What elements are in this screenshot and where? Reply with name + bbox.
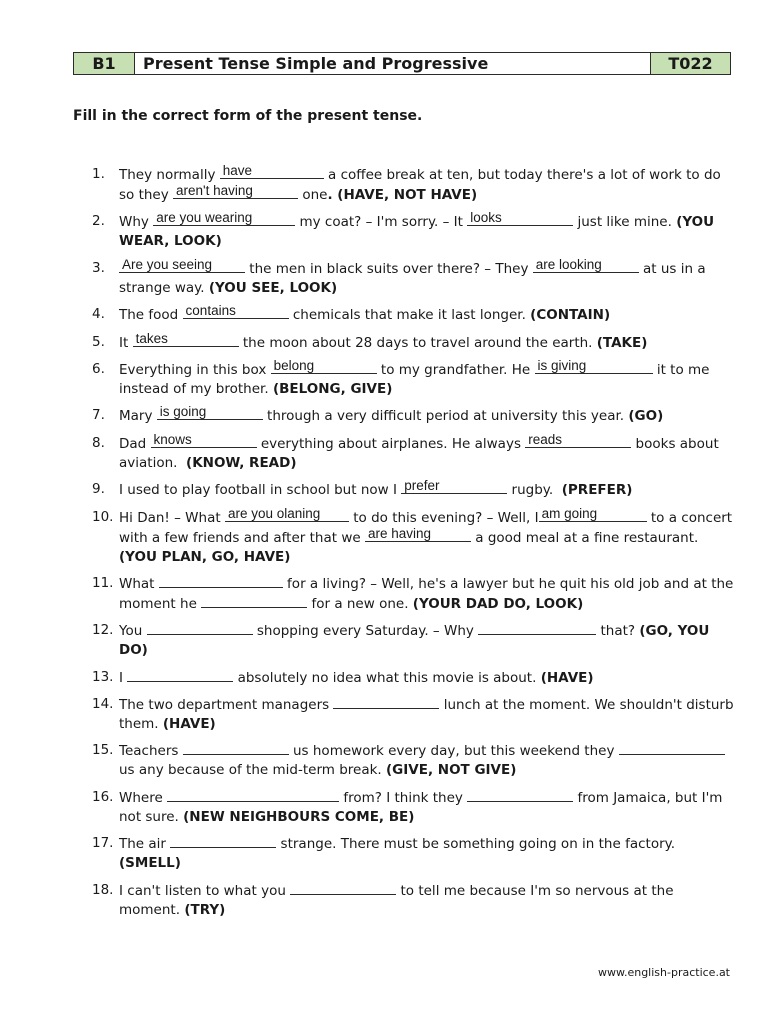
answer-blank[interactable] <box>173 185 298 199</box>
sentence-text: at us in a strange way. <box>119 260 710 296</box>
verb-hint: (GO, YOU DO) <box>119 623 715 659</box>
item-number: 15. <box>92 742 114 759</box>
verb-hint: (HAVE) <box>162 716 216 733</box>
exercise-item <box>92 256 734 298</box>
sentence-text: shopping every Saturday. – Why <box>252 623 479 640</box>
answer-text: belong <box>273 357 315 373</box>
item-number: 5. <box>92 333 105 350</box>
answer-text: are having <box>367 525 432 541</box>
sentence-text: Where <box>119 789 168 806</box>
answer-blank[interactable] <box>467 788 573 802</box>
verb-hint: (NEW NEIGHBOURS COME, BE) <box>183 808 415 825</box>
sentence-text: lunch at the moment. We shouldn't disturb them. <box>119 697 738 733</box>
answer-text: knows <box>153 431 192 447</box>
answer-text: reads <box>528 431 563 447</box>
answer-blank[interactable] <box>183 741 289 755</box>
sentence-text: for a living? – Well, he's a lawyer but he quit his old job and at the moment he <box>119 575 738 612</box>
item-number: 8. <box>92 434 105 451</box>
verb-hint: (YOU WEAR, LOOK) <box>119 214 719 250</box>
sentence-text: my coat? – I'm sorry. – It <box>295 214 468 231</box>
verb-hint: (KNOW, READ) <box>186 454 297 471</box>
item-number: 18. <box>92 881 114 898</box>
sentence-text: the moon about 28 days to travel around the earth. <box>238 334 597 351</box>
sentence-text: a good meal at a fine restaurant. <box>470 529 707 546</box>
verb-hint: (SMELL) <box>119 855 181 872</box>
exercise-item <box>92 480 734 500</box>
answer-blank[interactable] <box>619 741 725 755</box>
sentence-text: to do this evening? – Well, I <box>348 509 539 526</box>
exercise-item <box>92 406 734 426</box>
sentence-text: books about aviation. <box>119 435 724 471</box>
verb-hint: (HAVE) <box>540 669 594 686</box>
sentence-text: Teachers <box>119 743 183 760</box>
sentence-text: It <box>119 334 133 351</box>
exercise-item <box>92 431 734 473</box>
item-number: 7. <box>92 407 105 424</box>
answer-blank[interactable] <box>159 574 283 588</box>
answer-blank[interactable] <box>271 357 377 374</box>
sentence-text: rugby. <box>507 482 562 499</box>
answer-blank[interactable] <box>535 357 653 374</box>
verb-hint: (YOU SEE, LOOK) <box>208 279 338 296</box>
answer-blank[interactable] <box>525 431 631 448</box>
answer-blank[interactable] <box>157 406 263 420</box>
verb-hint: (BELONG, GIVE) <box>272 380 393 397</box>
answer-blank[interactable] <box>225 505 349 522</box>
sentence-text: I used to play football in school but now I <box>119 482 402 499</box>
verb-hint: (TAKE) <box>596 334 648 351</box>
sentence-text: it to me instead of my brother. <box>119 361 714 397</box>
exercise-item <box>92 834 734 873</box>
verb-hint: (CONTAIN) <box>530 307 611 324</box>
answer-text: are looking <box>535 256 602 272</box>
answer-text: are you olaning <box>227 505 321 521</box>
sentence-text: one <box>298 187 328 203</box>
verb-hint: (YOU PLAN, GO, HAVE) <box>119 548 291 565</box>
item-number: 4. <box>92 306 105 323</box>
answer-blank[interactable] <box>467 212 573 226</box>
sentence-text: The food <box>119 307 183 324</box>
level-cell: B1 <box>74 53 135 74</box>
answer-blank[interactable] <box>167 788 339 802</box>
sentence-text: through a very difficult period at university this year. <box>262 408 629 425</box>
exercise-item <box>92 505 737 567</box>
sentence-text: Mary <box>119 408 157 425</box>
exercise-item <box>92 741 734 780</box>
sentence-text: to a concert with a few friends and after that we <box>119 509 737 546</box>
sentence-text: chemicals that make it last longer. <box>288 307 531 324</box>
answer-text: prefer <box>404 478 440 494</box>
sentence-text: Why <box>119 214 154 231</box>
sentence-text: a coffee break at ten, but today there's a lot of work to do so they <box>119 167 726 203</box>
answer-text: contains <box>185 303 236 319</box>
verb-hint: (PREFER) <box>561 482 633 499</box>
answer-blank[interactable] <box>201 594 307 608</box>
sentence-text: What <box>119 575 159 592</box>
answer-blank[interactable] <box>119 256 245 273</box>
code-cell: T022 <box>650 53 730 74</box>
item-number: 9. <box>92 481 105 498</box>
exercise-item <box>92 574 738 614</box>
sentence-text: from? I think they <box>339 789 468 806</box>
answer-blank[interactable] <box>153 212 295 226</box>
answer-blank[interactable] <box>478 621 596 635</box>
answer-blank[interactable] <box>151 431 257 448</box>
verb-hint: (GO) <box>628 408 664 425</box>
verb-hint: . (HAVE, NOT HAVE) <box>327 187 478 203</box>
exercise-item <box>92 788 734 827</box>
sentence-text: They normally <box>119 167 220 183</box>
sentence-text: us homework every day, but this weekend they <box>288 743 619 760</box>
item-number: 14. <box>92 696 114 713</box>
sentence-text: just like mine. <box>573 214 677 231</box>
sentence-text: from Jamaica, but I'm not sure. <box>119 789 727 825</box>
sentence-text: for a new one. <box>307 595 413 612</box>
title-cell: Present Tense Simple and Progressive <box>143 54 489 73</box>
item-number: 6. <box>92 360 105 377</box>
sentence-text: strange. There must be something going on in the factory. <box>276 836 680 853</box>
answer-blank[interactable] <box>127 668 233 682</box>
verb-hint: (GIVE, NOT GIVE) <box>386 762 517 779</box>
answer-blank[interactable] <box>333 695 439 709</box>
answer-blank[interactable] <box>220 165 324 179</box>
answer-blank[interactable] <box>533 256 639 273</box>
exercise-item <box>92 165 734 205</box>
item-number: 13. <box>92 668 114 685</box>
answer-text: Are you seeing <box>122 256 213 272</box>
sentence-text: Dad <box>119 435 151 452</box>
exercise-item <box>92 330 734 353</box>
answer-blank[interactable] <box>133 330 239 347</box>
answer-blank[interactable] <box>183 305 289 319</box>
sentence-text: The two department managers <box>119 697 334 714</box>
sentence-text: Everything in this box <box>119 361 271 378</box>
item-number: 1. <box>92 166 105 182</box>
sentence-text: to tell me because I'm so nervous at the moment. <box>119 882 678 918</box>
instructions: Fill in the correct form of the present tense. <box>73 108 423 124</box>
item-number: 16. <box>92 788 114 805</box>
answer-text: am going <box>541 505 598 521</box>
answer-text: are you wearing <box>156 210 253 226</box>
exercise-item <box>92 668 734 688</box>
answer-blank[interactable] <box>147 621 253 635</box>
answer-text: is giving <box>537 357 587 373</box>
answer-blank[interactable] <box>539 505 647 522</box>
answer-text: takes <box>135 330 168 346</box>
exercise-item <box>92 621 734 660</box>
verb-hint: (TRY) <box>184 901 226 918</box>
exercise-item <box>92 305 734 325</box>
sentence-text: absolutely no idea what this movie is about. <box>233 669 541 686</box>
answer-blank[interactable] <box>290 881 396 895</box>
exercise-item <box>92 212 734 251</box>
sentence-text: Hi Dan! – What <box>119 509 225 526</box>
exercise-item <box>92 695 738 734</box>
sentence-text: that? <box>596 623 640 640</box>
sentence-text: to my grandfather. He <box>376 361 535 378</box>
answer-blank[interactable] <box>401 480 507 494</box>
sentence-text: You <box>119 623 147 640</box>
answer-blank[interactable] <box>365 525 471 542</box>
sentence-text: everything about airplanes. He always <box>256 435 526 452</box>
answer-blank[interactable] <box>170 834 276 848</box>
item-number: 10. <box>92 508 114 525</box>
sentence-text: us any because of the mid-term break. <box>119 743 730 779</box>
item-number: 2. <box>92 213 105 230</box>
answer-text: is going <box>159 404 207 420</box>
answer-text: aren't having <box>176 183 253 198</box>
answer-text: looks <box>470 210 502 226</box>
exercise-item <box>92 357 734 399</box>
item-number: 12. <box>92 622 114 639</box>
answer-text: have <box>222 163 253 178</box>
sentence-text: the men in black suits over there? – They <box>245 260 533 277</box>
exercise-list <box>92 163 738 927</box>
item-number: 3. <box>92 259 105 276</box>
exercise-item <box>92 881 734 920</box>
worksheet-header <box>73 52 731 75</box>
footer-url: www.english-practice.at <box>597 966 730 979</box>
sentence-text: I <box>119 669 128 686</box>
sentence-text: I can't listen to what you <box>119 882 291 899</box>
item-number: 11. <box>92 574 114 591</box>
verb-hint: (YOUR DAD DO, LOOK) <box>412 595 584 612</box>
item-number: 17. <box>92 835 114 852</box>
sentence-text: The air <box>119 836 171 853</box>
